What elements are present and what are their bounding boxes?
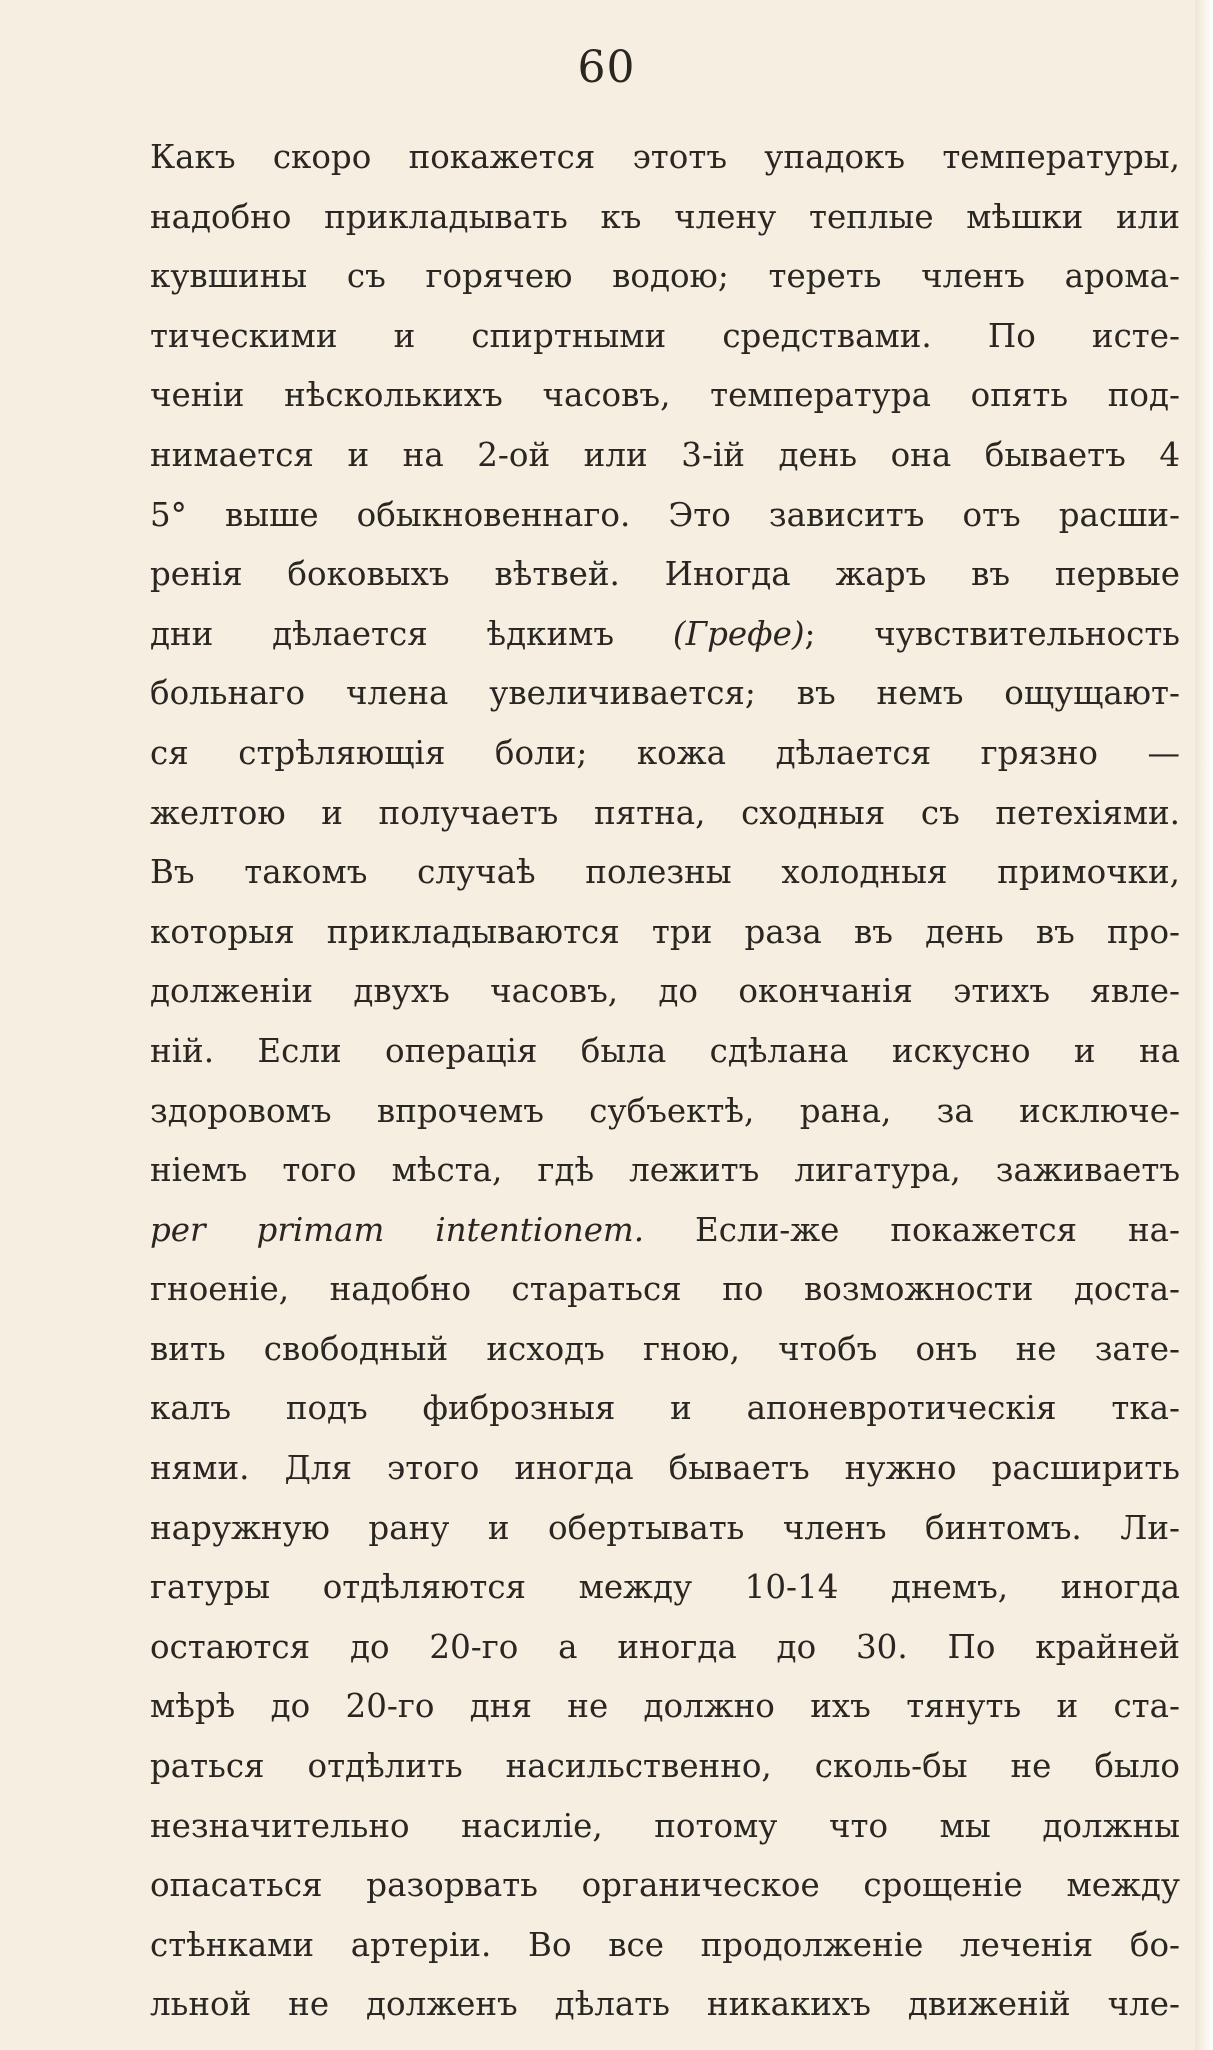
text-segment: надобно прикладывать къ члену теплые мѣшки или bbox=[150, 197, 1180, 236]
text-line bbox=[150, 903, 1180, 963]
text-segment: ренія боковыхъ вѣтвей. Иногда жаръ въ первые bbox=[150, 555, 1180, 594]
text-segment: кувшины съ горячею водою; тереть членъ арома- bbox=[150, 257, 1180, 296]
text-segment: ся стрѣляющія боли; кожа дѣлается грязно — bbox=[150, 733, 1180, 772]
text-segment: вить свободный исходъ гною, чтобъ онъ не зате- bbox=[150, 1329, 1180, 1368]
text-segment: желтою и получаетъ пятна, сходныя съ петехіями. bbox=[150, 793, 1180, 832]
text-line bbox=[150, 1201, 1180, 1261]
text-segment: Если-же покажется на- bbox=[644, 1210, 1181, 1249]
text-line bbox=[150, 1677, 1180, 1737]
text-segment: нимается и на 2-ой или 3-ій день она бываетъ 4 bbox=[150, 435, 1180, 474]
text-segment: раться отдѣлить насильственно, сколь-бы не было bbox=[150, 1747, 1180, 1786]
text-segment: здоровомъ впрочемъ субъектѣ, рана, за исключе- bbox=[150, 1091, 1180, 1130]
italic-text: (Грефе) bbox=[672, 614, 805, 653]
text-line bbox=[150, 724, 1180, 784]
text-line bbox=[150, 1320, 1180, 1380]
text-segment: ченіи нѣсколькихъ часовъ, температура опять под- bbox=[150, 376, 1180, 415]
text-line bbox=[150, 307, 1180, 367]
text-segment: которыя прикладываются три раза въ день въ про- bbox=[150, 912, 1180, 951]
text-segment: ; чувствительность bbox=[804, 614, 1180, 653]
text-segment: опасаться разорвать органическое срощеніе между bbox=[150, 1866, 1180, 1905]
text-segment: долженіи двухъ часовъ, до окончанія этихъ явле- bbox=[150, 972, 1180, 1011]
text-line bbox=[150, 843, 1180, 903]
text-line bbox=[150, 1856, 1180, 1916]
text-segment: 5° выше обыкновеннаго. Это зависитъ отъ расши- bbox=[150, 495, 1180, 534]
italic-text: per primam intentionem. bbox=[150, 1210, 645, 1249]
text-line bbox=[150, 784, 1180, 844]
text-line bbox=[150, 1558, 1180, 1618]
page-number: 60 bbox=[577, 42, 636, 93]
text-segment: нями. Для этого иногда бываетъ нужно расширить bbox=[150, 1449, 1180, 1488]
text-segment: гноеніе, надобно стараться по возможности доста- bbox=[150, 1270, 1180, 1309]
text-line bbox=[150, 664, 1180, 724]
text-line bbox=[150, 247, 1180, 307]
text-line bbox=[150, 1737, 1180, 1797]
text-segment: ніемъ того мѣста, гдѣ лежитъ лигатура, заживаетъ bbox=[150, 1151, 1180, 1190]
page-edge bbox=[1195, 0, 1213, 2050]
text-line bbox=[150, 1260, 1180, 1320]
text-segment: стѣнками артеріи. Во все продолженіе леченія бо- bbox=[150, 1925, 1180, 1964]
text-line bbox=[150, 486, 1180, 546]
text-line bbox=[150, 1916, 1180, 1976]
text-line bbox=[150, 128, 1180, 188]
text-line bbox=[150, 1082, 1180, 1142]
text-segment: остаются до 20-го а иногда до 30. По крайней bbox=[150, 1627, 1180, 1666]
text-line bbox=[150, 1797, 1180, 1857]
text-segment: ній. Если операція была сдѣлана искусно и на bbox=[150, 1031, 1180, 1070]
text-line bbox=[150, 545, 1180, 605]
text-line bbox=[150, 1439, 1180, 1499]
text-segment: Какъ скоро покажется этотъ упадокъ температуры, bbox=[150, 138, 1180, 176]
text-line bbox=[150, 426, 1180, 486]
text-line bbox=[150, 1022, 1180, 1082]
text-segment: калъ подъ фиброзныя и апоневротическія тка- bbox=[150, 1389, 1180, 1428]
text-line bbox=[150, 1141, 1180, 1201]
text-line bbox=[150, 1379, 1180, 1439]
text-segment: гатуры отдѣляются между 10-14 днемъ, иногда bbox=[150, 1568, 1180, 1607]
text-line bbox=[150, 1499, 1180, 1559]
text-line bbox=[150, 605, 1180, 665]
text-line bbox=[150, 366, 1180, 426]
text-segment: Въ такомъ случаѣ полезны холодныя примочки, bbox=[150, 853, 1180, 892]
text-segment: тическими и спиртными средствами. По исте- bbox=[150, 316, 1180, 355]
text-line bbox=[150, 188, 1180, 248]
text-segment: дни дѣлается ѣдкимъ bbox=[150, 614, 673, 653]
text-line bbox=[150, 962, 1180, 1022]
text-segment: наружную рану и обертывать членъ бинтомъ. Ли- bbox=[150, 1508, 1180, 1547]
body-text bbox=[150, 128, 1180, 2035]
text-line bbox=[150, 1618, 1180, 1678]
text-line bbox=[150, 1975, 1180, 2035]
text-segment: больнаго члена увеличивается; въ немъ ощущают- bbox=[150, 674, 1180, 713]
text-segment: льной не долженъ дѣлать никакихъ движеній чле- bbox=[150, 1985, 1180, 2024]
text-segment: мѣрѣ до 20-го дня не должно ихъ тянуть и ста- bbox=[150, 1687, 1180, 1726]
text-segment: незначительно насиліе, потому что мы должны bbox=[150, 1806, 1180, 1845]
